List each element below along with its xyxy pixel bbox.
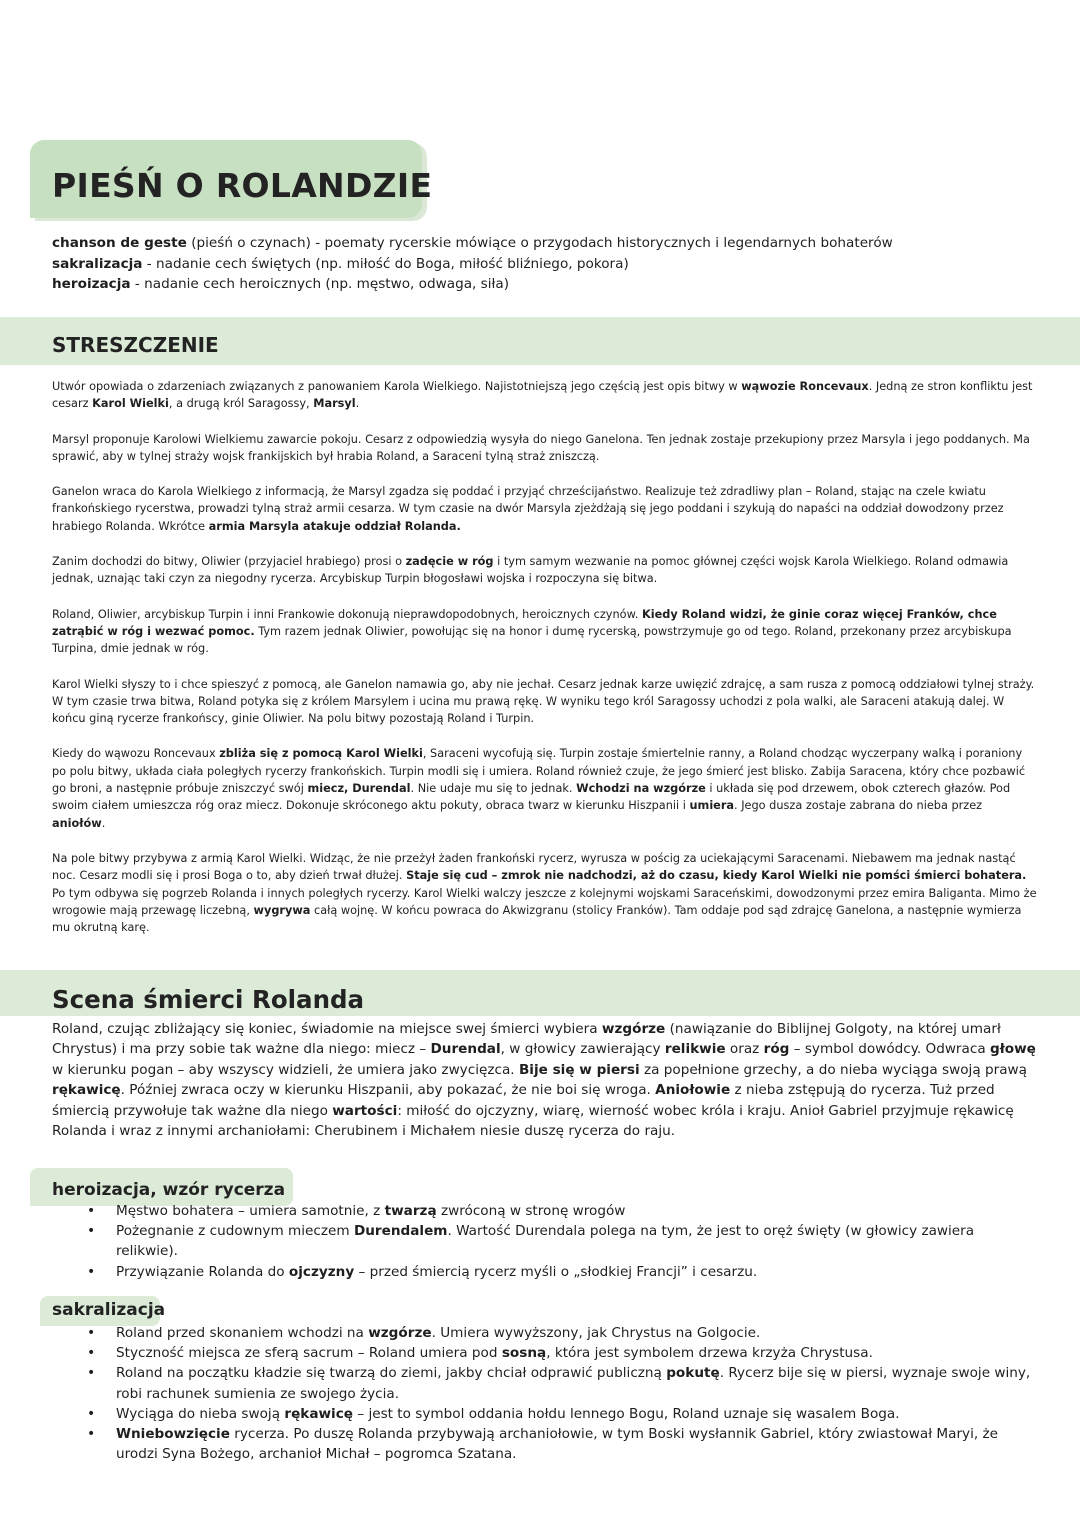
bold-text: Wchodzi na wzgórze [576, 782, 706, 796]
definitions [52, 233, 893, 295]
scene-paragraph [52, 1019, 1037, 1141]
summary-text [52, 378, 1037, 954]
list-item [116, 1262, 1036, 1282]
text-run: Wyciąga do nieba swoją [116, 1405, 285, 1422]
text-run: rycerza. Po duszę Rolanda przybywają archaniołowie, w tym Boski wysłannik Gabriel, który zwiastował Maryi, że urodzi Syna Bożego, archanioł Michał – pogromca Szatana. [116, 1426, 998, 1463]
bold-text: Bije się w piersi [518, 1061, 640, 1078]
bold-text: wąwozie Roncevaux [741, 380, 869, 393]
scene-heading: Scena śmierci Rolanda [52, 985, 365, 1014]
text-run: : miłość do ojczyzny, wiarę, wierność wobec króla i kraju. Anioł Gabriel przyjmuje rękawicę Rolanda i wraz z innymi archaniołami: Cherubinem i Michałem niesie duszę rycerza do raju. [52, 1102, 1014, 1140]
text-run: w kierunku pogan – aby wszyscy widzieli, że umiera jako zwycięzca. [52, 1061, 519, 1078]
text-run: Styczność miejsca ze sferą sacrum – Roland umiera pod [116, 1345, 502, 1362]
summary-paragraph [52, 378, 1037, 413]
bold-text: Aniołowie [655, 1082, 731, 1099]
bold-text: zbliża się z pomocą Karol Wielki [219, 747, 423, 761]
bold-text: wartości [332, 1102, 398, 1119]
definition-term: sakralizacja [52, 255, 143, 272]
text-run: , Saraceni wycofują się. Turpin zostaje śmiertelnie ranny, a Roland chodząc wyczerpany walką i poraniony po polu bitwy, układa ciała poległych rycerzy frankońskich. Turpin modli się i umiera. Roland również czuje, że jego śmierć jest blisko. Zabija Saracena, który chce pozbawić go broni, a następnie próbuje zniszczyć swój [52, 747, 1026, 796]
bold-text: relikwie [664, 1041, 726, 1058]
text-run: Przywiązanie Rolanda do [116, 1263, 289, 1280]
definition-term: heroizacja [52, 276, 131, 292]
text-run: całą wojnę. W końcu powraca do Akwizgranu (stolicy Franków). Tam oddaje pod sąd zdrajcę Ganelona, a następnie wymierza mu okrutną karę. [52, 903, 1022, 935]
summary-heading: STRESZCZENIE [52, 333, 219, 357]
bold-text: umiera [689, 799, 735, 813]
text-run: Roland na początku kładzie się twarzą do ziemi, jakby chciał odprawić publiczną [116, 1365, 667, 1382]
text-run: Po tym odbywa się pogrzeb Rolanda i innych poległych rycerzy. Karol Wielki walczy jeszcze z kolejnymi wojskami Saraceńskimi, dowodzonymi przez emira Baliganta. Mimo że wrogowie mają przewagę liczebną, [52, 886, 1037, 917]
bold-text: zadęcie w róg [405, 555, 494, 569]
text-run: . Jego dusza zostaje zabrana do nieba przez [734, 799, 983, 813]
text-run: Zanim dochodzi do bitwy, Oliwier (przyjaciel hrabiego) prosi o [52, 555, 406, 569]
text-run: . Rycerz bije się w piersi, wyznaje swoje winy, robi rachunek sumienia ze swojego życia. [116, 1365, 1031, 1402]
definition-term: chanson de geste [52, 235, 187, 251]
bold-text: Durendalem [353, 1223, 448, 1240]
text-run: Ganelon wraca do Karola Wielkiego z informacją, że Marsyl zgadza się poddać i przyjąć chrześcijaństwo. Realizuje też zdradliwy plan – Roland, stając na czele kwiatu frankońskiego rycerstwa, prowadzi tylną straż armii cesarza. W tym czasie na dwór Marsyla zjeżdżają się jego poddani i szykują do napaści na oddział dowodzony przez hrabiego Rolanda. Wkrótce [52, 485, 1004, 533]
text-run: Roland, Oliwier, arcybiskup Turpin i inni Frankowie dokonują nieprawdopodobnych, heroicznych czynów. [52, 607, 642, 621]
text-run: za popełnione grzechy, a do nieba wyciąga swoją prawą [639, 1061, 1027, 1078]
heroizacja-heading: heroizacja, wzór rycerza [52, 1180, 286, 1200]
bold-text: wzgórze [601, 1021, 666, 1037]
definition-line [52, 274, 893, 295]
text-run: Utwór opowiada o zdarzeniach związanych z panowaniem Karola Wielkiego. Najistotniejszą jego częścią jest opis bitwy w [52, 380, 742, 393]
bold-text: Marsyl [313, 397, 356, 411]
text-run: . Później zwraca oczy w kierunku Hiszpanii, aby pokazać, że nie boi się wroga. [120, 1082, 656, 1099]
text-run: . Nie udaje mu się to jednak. [410, 782, 577, 796]
text-run: . [355, 397, 360, 411]
text-run: Męstwo bohatera – umiera samotnie, z [116, 1203, 385, 1219]
text-run: – jest to symbol oddania hołdu lennego Bogu, Roland uznaje się wasalem Boga. [353, 1405, 900, 1422]
bold-text: róg [763, 1041, 790, 1058]
text-run: (nawiązanie do Biblijnej Golgoty, na której umarł Chrystus) i ma przy sobie tak ważne dla niego: miecz – [52, 1021, 1001, 1058]
text-run: z nieba zstępują do rycerza. Tuż przed śmiercią przywołuje tak ważne dla niego [52, 1082, 995, 1119]
text-run: . Jedną ze stron konfliktu jest cesarz [52, 380, 1033, 411]
text-run: Kiedy do wąwozu Roncevaux [52, 747, 220, 761]
sakralizacja-heading: sakralizacja [52, 1300, 166, 1320]
text-run: Marsyl proponuje Karolowi Wielkiemu zawarcie pokoju. Cesarz z odpowiedzią wysyła do niego Ganelona. Ten jednak zostaje przekupiony przez Marsyla i jego poddanych. Ma sprawić, aby w tylnej straży wojsk frankijskich był hrabia Roland, a Saraceni tylną straż zniszczą. [52, 432, 1030, 463]
text-run: Na pole bitwy przybywa z armią Karol Wielki. Widząc, że nie przeżył żaden frankoński rycerz, wyrusza w pościg za uciekającymi Saracenami. Niebawem ma jednak nastąć noc. Cesarz modli się i prosi Boga o to, aby dzień trwał dłużej. [52, 851, 1016, 883]
text-run: zwróconą w stronę wrogów [436, 1203, 626, 1219]
heroizacja-list [116, 1201, 1036, 1282]
bold-text: Kiedy Roland widzi, że ginie coraz więcej Franków, chce zatrąbić w róg i wezwać pomoc. [52, 607, 997, 638]
bold-text: rękawicę [284, 1405, 353, 1422]
list-item [116, 1404, 1036, 1424]
summary-paragraph [52, 850, 1037, 936]
text-run: Tym razem jednak Oliwier, powołując się na honor i dumę rycerską, powstrzymuje go od tego. Roland, przekonany przez arcybiskupa Turpina, dmie jednak w róg. [52, 624, 1012, 656]
definition-text: - nadanie cech świętych (np. miłość do Boga, miłość bliźniego, pokora) [142, 255, 629, 272]
list-item [116, 1221, 1036, 1261]
definition-text: (pieśń o czynach) - poematy rycerskie mówiące o przygodach historycznych i legendarnych bohaterów [186, 235, 893, 251]
list-item [116, 1343, 1036, 1363]
bold-text: wzgórze [368, 1325, 432, 1341]
bold-text: sosną [501, 1345, 547, 1362]
list-item [116, 1323, 1036, 1343]
list-item [116, 1363, 1036, 1403]
text-run: , która jest symbolem drzewa krzyża Chrystusa. [546, 1345, 873, 1362]
bold-text: Wniebowzięcie [116, 1426, 230, 1443]
bold-text: Staje się cud – zmrok nie nadchodzi, aż do czasu, kiedy Karol Wielki nie pomści śmierci bohatera. [406, 869, 1027, 883]
summary-paragraph [52, 745, 1037, 831]
text-run: oraz [725, 1041, 764, 1058]
text-run: , a drugą król Saragossy, [168, 397, 314, 411]
text-run: – przed śmiercią rycerz myśli o „słodkiej Francji” i cesarzu. [354, 1263, 758, 1280]
bold-text: Durendal [430, 1041, 501, 1058]
text-run: i układa się pod drzewem, obok czterech głazów. Pod swoim ciałem umieszcza róg oraz miecz. Dokonuje skróconego aktu pokuty, obraca twarz w kierunku Hiszpanii i [52, 782, 1011, 813]
text-run: . [101, 816, 106, 830]
text-run: Roland, czując zbliżający się koniec, świadomie na miejsce swej śmierci wybiera [52, 1021, 602, 1037]
text-run: i tym samym wezwanie na pomoc głównej części wojsk Karola Wielkiego. Roland odmawia jednak, uznając taki czyn za niegodny rycerza. Arcybiskup Turpin błogosławi wojska i rozpoczyna się bitwa. [52, 555, 1009, 586]
list-item [116, 1424, 1036, 1464]
bold-text: ojczyzny [288, 1263, 355, 1280]
page-title: PIEŚŃ O ROLANDZIE [52, 166, 433, 205]
text-run: , w głowicy zawierający [500, 1041, 665, 1058]
list-item [116, 1201, 1036, 1221]
summary-paragraph [52, 431, 1037, 466]
bold-text: wygrywa [253, 903, 311, 917]
text-run: Roland przed skonaniem wchodzi na [116, 1325, 369, 1341]
definition-text: - nadanie cech heroicznych (np. męstwo, odwaga, siła) [130, 276, 510, 292]
summary-paragraph [52, 483, 1037, 535]
sakralizacja-list [116, 1323, 1036, 1464]
bold-text: Karol Wielki [92, 397, 169, 411]
text-run: Pożegnanie z cudownym mieczem [116, 1223, 354, 1240]
summary-paragraph [52, 606, 1037, 658]
text-run: Karol Wielki słyszy to i chce spieszyć z pomocą, ale Ganelon namawia go, aby nie jechał. Cesarz jednak karze uwięzić zdrajcę, a sam rusza z pomocą oddziałowi tylnej straży. W tym czasie trwa bitwa, Roland potyka się z królem Marsylem i ucina mu prawą rękę. W wyniku tego król Saragossy uchodzi z pola walki, ale Saraceni atakują dalej. W końcu giną rycerze frankońscy, ginie Oliwier. Na polu bitwy pozostają Roland i Turpin. [52, 677, 1035, 726]
definition-line [52, 254, 893, 275]
bold-text: pokutę [666, 1365, 720, 1382]
bold-text: rękawicę [52, 1082, 121, 1099]
text-run: . Wartość Durendala polega na tym, że jest to oręż święty (w głowicy zawiera relikwie). [116, 1223, 975, 1260]
bold-text: miecz, Durendal [307, 782, 411, 796]
summary-paragraph [52, 553, 1037, 588]
bold-text: aniołów [52, 816, 102, 830]
definition-line [52, 233, 893, 254]
bold-text: twarzą [384, 1203, 437, 1219]
bold-text: armia Marsyla atakuje oddział Rolanda. [208, 519, 461, 533]
summary-paragraph [52, 676, 1037, 728]
text-run: . Umiera wywyższony, jak Chrystus na Golgocie. [431, 1325, 761, 1341]
text-run: – symbol dowódcy. Odwraca [789, 1041, 990, 1058]
bold-text: głowę [989, 1041, 1036, 1058]
